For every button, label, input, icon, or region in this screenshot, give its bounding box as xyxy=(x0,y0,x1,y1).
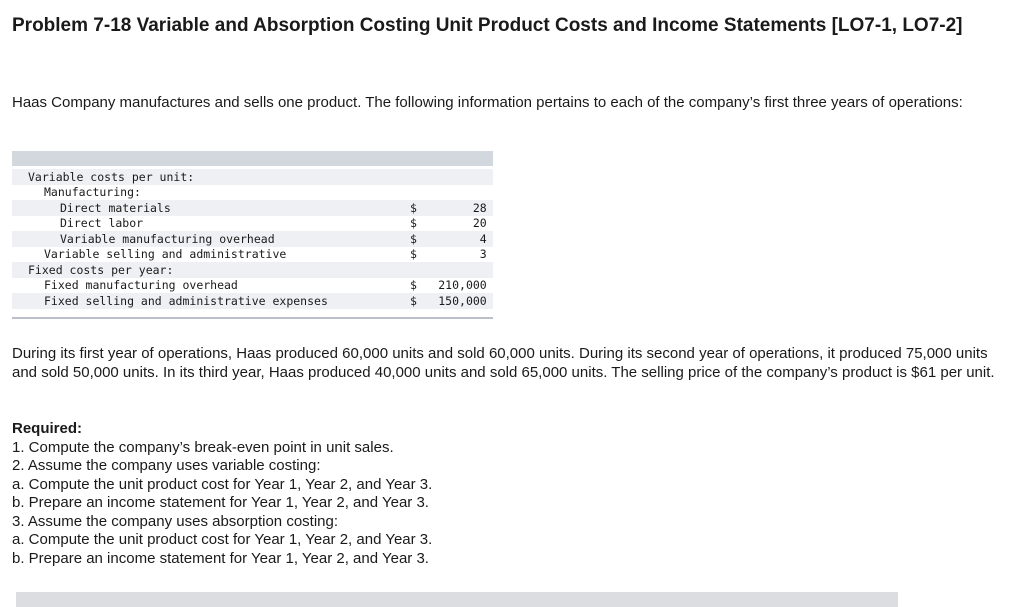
table-row xyxy=(12,200,493,216)
table-row xyxy=(12,262,493,278)
cost-data-table xyxy=(12,151,493,321)
table-row xyxy=(12,216,493,232)
row-label: Variable costs per unit: xyxy=(12,169,410,185)
table-footer-rule xyxy=(12,317,493,319)
list-item: 2. Assume the company uses variable costing: xyxy=(12,457,321,474)
problem-narrative: During its first year of operations, Haas produced 60,000 units and sold 60,000 units. During its second year of operations, it produced 75,000 units and sold 50,000 units. In its third year, Haas produced 40,000 units and sold 65,000 units. The selling price of the company’s product is $61 per unit. xyxy=(12,345,995,381)
row-dollar: $ xyxy=(410,200,426,216)
row-dollar: $ xyxy=(410,247,417,262)
row-value: 28 xyxy=(426,200,487,216)
row-label: Fixed selling and administrative expenses xyxy=(12,293,410,309)
problem-intro: Haas Company manufactures and sells one product. The following information pertains to each of the company’s first three years of operations: xyxy=(12,94,963,111)
row-dollar: $ xyxy=(410,293,426,309)
cost-table xyxy=(12,169,493,309)
answer-panel-header xyxy=(16,592,898,607)
row-label: Direct materials xyxy=(12,200,410,216)
required-section xyxy=(12,420,712,568)
row-value: 4 xyxy=(426,231,487,247)
row-value: 20 xyxy=(472,216,487,231)
row-value: 210,000 xyxy=(438,278,487,293)
row-value xyxy=(426,185,487,201)
row-dollar xyxy=(410,262,426,278)
row-label: Variable manufacturing overhead xyxy=(12,231,410,247)
row-value: 3 xyxy=(479,247,487,262)
required-list xyxy=(12,439,712,569)
row-value xyxy=(426,169,487,185)
row-dollar xyxy=(410,169,426,185)
table-row xyxy=(12,247,493,263)
row-dollar: $ xyxy=(410,278,417,293)
list-item: b. Prepare an income statement for Year 1, Year 2, and Year 3. xyxy=(12,549,429,567)
row-value xyxy=(426,262,487,278)
list-item: b. Prepare an income statement for Year 1, Year 2, and Year 3. xyxy=(12,494,429,511)
row-label: Manufacturing: xyxy=(44,185,141,200)
list-item: a. Compute the unit product cost for Year 1, Year 2, and Year 3. xyxy=(12,531,433,548)
table-header-bar xyxy=(12,151,493,166)
row-label: Variable selling and administrative xyxy=(44,247,287,262)
list-item: a. Compute the unit product cost for Year 1, Year 2, and Year 3. xyxy=(12,475,433,493)
required-heading: Required: xyxy=(12,420,83,437)
row-dollar xyxy=(410,185,426,201)
row-label: Fixed manufacturing overhead xyxy=(44,278,238,293)
table-row xyxy=(12,231,493,247)
row-value: 150,000 xyxy=(426,293,487,309)
list-item: 1. Compute the company’s break-even point in unit sales. xyxy=(12,438,394,456)
table-row xyxy=(12,293,493,309)
row-label: Fixed costs per year: xyxy=(12,262,410,278)
table-row xyxy=(12,169,493,185)
problem-title: Problem 7-18 Variable and Absorption Costing Unit Product Costs and Income Statements [LO7-1, LO7-2] xyxy=(12,15,963,36)
table-row xyxy=(12,185,493,201)
row-dollar: $ xyxy=(410,231,426,247)
list-item: 3. Assume the company uses absorption costing: xyxy=(12,512,339,530)
row-label: Direct labor xyxy=(60,216,144,231)
table-row xyxy=(12,278,493,294)
row-dollar: $ xyxy=(410,216,417,231)
